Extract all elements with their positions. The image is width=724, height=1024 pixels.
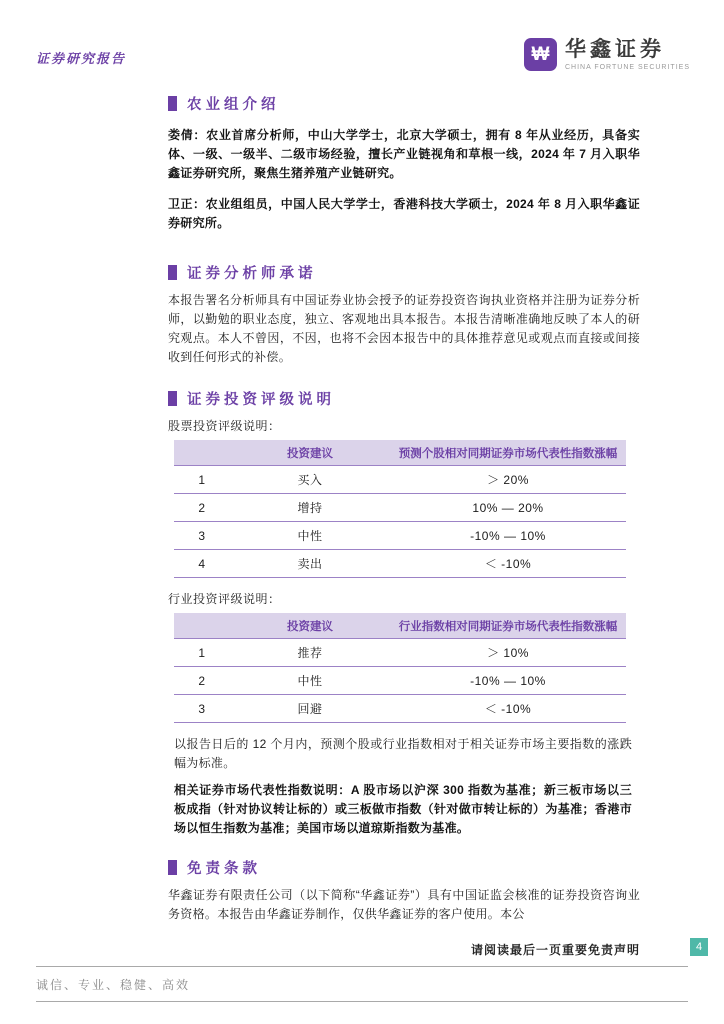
- row-advice: 买入: [297, 473, 323, 487]
- header-cell-range: 预测个股相对同期证券市场代表性指数涨幅: [398, 447, 618, 460]
- brand-logo: [524, 38, 690, 71]
- stock-rating-table: [174, 440, 626, 578]
- section-marker-icon: [168, 265, 177, 280]
- row-num: 2: [198, 500, 206, 515]
- table-row: [174, 466, 626, 494]
- row-range: ＞ 20%: [487, 473, 529, 487]
- brand-name: 华鑫证券: [565, 38, 665, 61]
- commitment-body: 本报告署名分析师具有中国证券业协会授予的证券投资咨询执业资格并注册为证券分析师，以勤勉的职业态度，独立、客观地出具本报告。本报告清晰准确地反映了本人的研究观点。本人不曾因，不因，也将不会因本报告中的具体推荐意见或观点而直接或间接收到任何形式的补偿。: [168, 293, 640, 364]
- section-title-disclaimer: [168, 858, 640, 876]
- row-advice: 中性: [297, 529, 323, 543]
- row-advice: 中性: [297, 674, 323, 688]
- section-marker-icon: [168, 96, 177, 111]
- header-cell-range: 行业指数相对同期证券市场代表性指数涨幅: [398, 620, 618, 633]
- header-cell-advice: 投资建议: [287, 620, 333, 633]
- section-marker-icon: [168, 391, 177, 406]
- footer-slogan: 诚信、专业、稳健、高效: [36, 978, 191, 992]
- content-column: [168, 94, 640, 924]
- table-row: [174, 695, 626, 723]
- table-row: [174, 522, 626, 550]
- industry-rating-table: [174, 613, 626, 723]
- table-row: [174, 667, 626, 695]
- industry-rating-label: 行业投资评级说明：: [168, 592, 281, 606]
- row-advice: 增持: [297, 501, 323, 515]
- row-range: 10% — 20%: [472, 500, 544, 515]
- brand-text: [565, 38, 690, 71]
- stock-rating-label: 股票投资评级说明：: [168, 419, 281, 433]
- table-row: [174, 639, 626, 667]
- analyst-bio-1: 娄倩：农业首席分析师，中山大学学士，北京大学硕士，拥有 8 年从业经历，具备实体、一级、一级半、二级市场经验，擅长产业链视角和草根一线，2024 年 7 月入职华鑫证券研究所，聚焦生猪养殖产业链研究。: [168, 128, 640, 180]
- row-range: ＞ 10%: [487, 646, 529, 660]
- analyst-bio-2: 卫正：农业组组员，中国人民大学学士，香港科技大学硕士，2024 年 8 月入职华鑫证券研究所。: [168, 197, 640, 230]
- row-range: ＜ -10%: [484, 557, 532, 571]
- section-title-text: 证券投资评级说明: [187, 391, 335, 408]
- rating-note: 以报告日后的 12 个月内，预测个股或行业指数相对于相关证券市场主要指数的涨跌幅为标准。: [174, 737, 632, 770]
- section-title-text: 证券分析师承诺: [187, 265, 317, 282]
- benchmark-note: 相关证券市场代表性指数说明：A 股市场以沪深 300 指数为基准；新三板市场以三板成指（针对协议转让标的）或三板做市指数（针对做市转让标的）为基准；香港市场以恒生指数为基准；美国市场以道琼斯指数为基准。: [174, 783, 632, 835]
- section-title-rating: [168, 389, 640, 407]
- row-range: -10% — 10%: [470, 673, 546, 688]
- row-num: 4: [198, 556, 206, 571]
- report-type-label: 证券研究报告: [36, 51, 127, 66]
- footer-divider-bottom: [36, 1001, 688, 1002]
- table-row: [174, 550, 626, 578]
- section-title-team: [168, 94, 640, 112]
- section-marker-icon: [168, 860, 177, 875]
- page-number-badge: 4: [690, 938, 708, 956]
- section-title-commitment: [168, 263, 640, 281]
- row-num: 1: [198, 645, 206, 660]
- brand-subtitle: CHINA FORTUNE SECURITIES: [565, 64, 690, 71]
- footer-divider-top: [36, 966, 688, 967]
- header-cell-advice: 投资建议: [287, 447, 333, 460]
- row-num: 1: [198, 472, 206, 487]
- row-advice: 回避: [297, 702, 323, 716]
- row-num: 3: [198, 701, 206, 716]
- brand-logo-icon: ₩: [524, 38, 557, 71]
- row-range: ＜ -10%: [484, 702, 532, 716]
- row-range: -10% — 10%: [470, 528, 546, 543]
- row-advice: 推荐: [297, 646, 323, 660]
- section-title-text: 免责条款: [187, 860, 261, 877]
- footer-disclaimer-notice: 请阅读最后一页重要免责声明: [470, 943, 640, 957]
- row-num: 3: [198, 528, 206, 543]
- disclaimer-body: 华鑫证券有限责任公司（以下简称“华鑫证券”）具有中国证监会核准的证券投资咨询业务资格。本报告由华鑫证券制作，仅供华鑫证券的客户使用。本公: [168, 888, 640, 921]
- row-num: 2: [198, 673, 206, 688]
- table-header-row: [174, 613, 626, 639]
- section-title-text: 农业组介绍: [187, 96, 280, 113]
- row-advice: 卖出: [297, 557, 323, 571]
- table-header-row: [174, 440, 626, 466]
- table-row: [174, 494, 626, 522]
